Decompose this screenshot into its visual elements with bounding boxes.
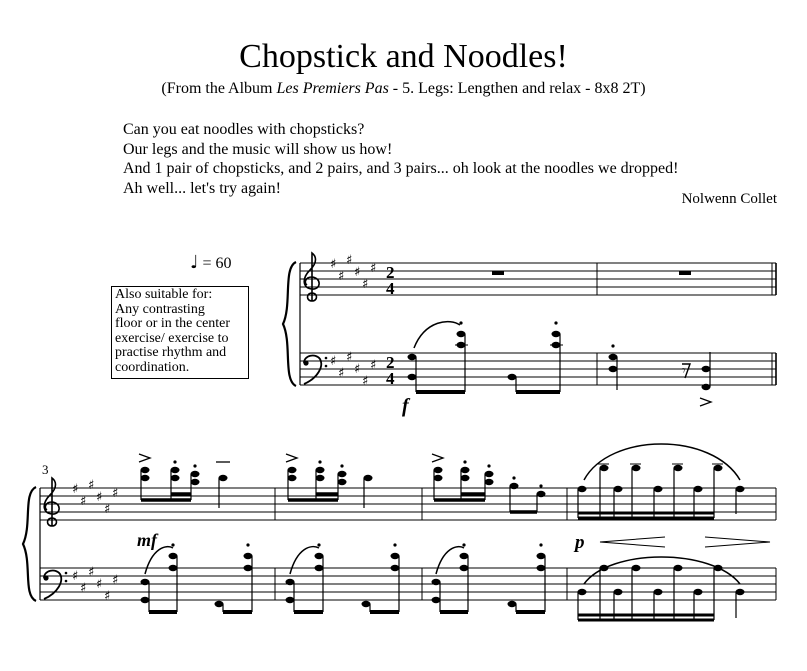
svg-text:♯: ♯	[72, 569, 79, 584]
suitable-line: floor or in the center	[115, 316, 231, 331]
suitable-line: Also suitable for:	[115, 287, 213, 302]
whole-rest	[679, 271, 691, 275]
svg-text:♯: ♯	[346, 350, 353, 365]
quarter-note-icon: ♩	[190, 252, 199, 273]
svg-text:♯: ♯	[80, 494, 87, 509]
svg-text:𝄾: 𝄾	[682, 363, 686, 379]
suitable-line: practise rhythm and	[115, 345, 227, 360]
system-2	[23, 444, 776, 620]
brace	[283, 262, 296, 386]
lyric-line: And 1 pair of chopsticks, and 2 pairs, and 3 pairs... oh look at the noodles we dropped!	[123, 160, 679, 177]
tempo-value: = 60	[202, 255, 232, 272]
svg-text:♯: ♯	[96, 577, 103, 592]
svg-text:♯: ♯	[354, 265, 361, 280]
svg-text:♯: ♯	[88, 478, 95, 493]
svg-text:♯: ♯	[362, 277, 369, 292]
page-title: Chopstick and Noodles!	[239, 38, 568, 75]
treble-measure-6-notes	[578, 456, 745, 518]
dynamic-mezzo-forte: mf	[137, 530, 157, 550]
lyric-line: Ah well... let's try again!	[123, 179, 281, 197]
bass-staff-2	[40, 568, 776, 600]
subtitle-prefix: (From the Album	[161, 80, 277, 97]
svg-text:♯: ♯	[338, 269, 345, 284]
time-signature-treble	[386, 263, 395, 298]
key-signature-treble	[72, 478, 118, 517]
treble-clef-icon	[44, 478, 59, 526]
time-signature-bass	[386, 353, 395, 388]
lyric-line: Our legs and the music will show us how!	[123, 140, 393, 158]
whole-rest	[492, 271, 504, 275]
bass-measure-1-notes	[408, 321, 564, 392]
suitable-line: coordination.	[115, 359, 190, 375]
treble-staff-2	[40, 488, 776, 520]
treble-measure-5-notes	[432, 454, 546, 512]
lyric-line: Can you eat noodles with chopsticks?	[123, 121, 365, 138]
svg-text:♯: ♯	[330, 257, 337, 272]
dynamic-forte: f	[402, 395, 409, 417]
time-sig-top: 2	[386, 263, 395, 282]
system-1	[283, 253, 776, 417]
subtitle-suffix: - 5. Legs: Lengthen and relax - 8x8 2T)	[388, 80, 646, 97]
svg-text:♯: ♯	[104, 502, 111, 517]
svg-text:♯: ♯	[354, 362, 361, 377]
treble-measure-3-notes	[139, 454, 230, 508]
svg-text:♯: ♯	[330, 354, 337, 369]
suitable-line: exercise/ exercise to	[115, 330, 229, 346]
slur	[584, 444, 740, 480]
bass-measure-5-notes	[432, 543, 546, 612]
svg-text:♯: ♯	[112, 486, 119, 501]
bass-measure-2-notes	[607, 344, 711, 406]
svg-text:♯: ♯	[104, 589, 111, 604]
album-name: Les Premiers Pas	[276, 80, 389, 97]
svg-text:♯: ♯	[96, 490, 103, 505]
brace	[23, 487, 36, 601]
bass-clef-icon	[303, 356, 327, 384]
decrescendo-hairpin	[705, 537, 770, 547]
treble-clef-icon	[304, 253, 319, 301]
bass-clef-icon	[43, 571, 67, 599]
bass-measure-4-notes	[286, 543, 400, 612]
svg-text:♯: ♯	[88, 565, 95, 580]
time-sig-top: 2	[386, 353, 395, 372]
svg-text:♯: ♯	[80, 581, 87, 596]
accent-icon	[700, 398, 711, 406]
svg-text:♯: ♯	[362, 374, 369, 389]
svg-text:♯: ♯	[346, 253, 353, 268]
time-sig-bottom: 4	[386, 279, 395, 298]
composer: Nolwenn Collet	[681, 191, 777, 207]
svg-text:♯: ♯	[370, 358, 377, 373]
crescendo-hairpin	[600, 537, 665, 547]
key-signature-treble	[330, 253, 376, 292]
svg-text:♯: ♯	[338, 366, 345, 381]
measure-number: 3	[42, 462, 49, 477]
svg-text:♯: ♯	[112, 573, 119, 588]
slur	[414, 322, 460, 348]
svg-text:♯: ♯	[72, 482, 79, 497]
dynamic-piano: p	[575, 532, 585, 553]
treble-measure-4-notes	[286, 454, 373, 508]
bass-measure-3-notes	[141, 543, 253, 612]
time-sig-bottom: 4	[386, 369, 395, 388]
svg-text:♯: ♯	[370, 261, 377, 276]
suitable-line: Any contrasting	[115, 301, 205, 317]
